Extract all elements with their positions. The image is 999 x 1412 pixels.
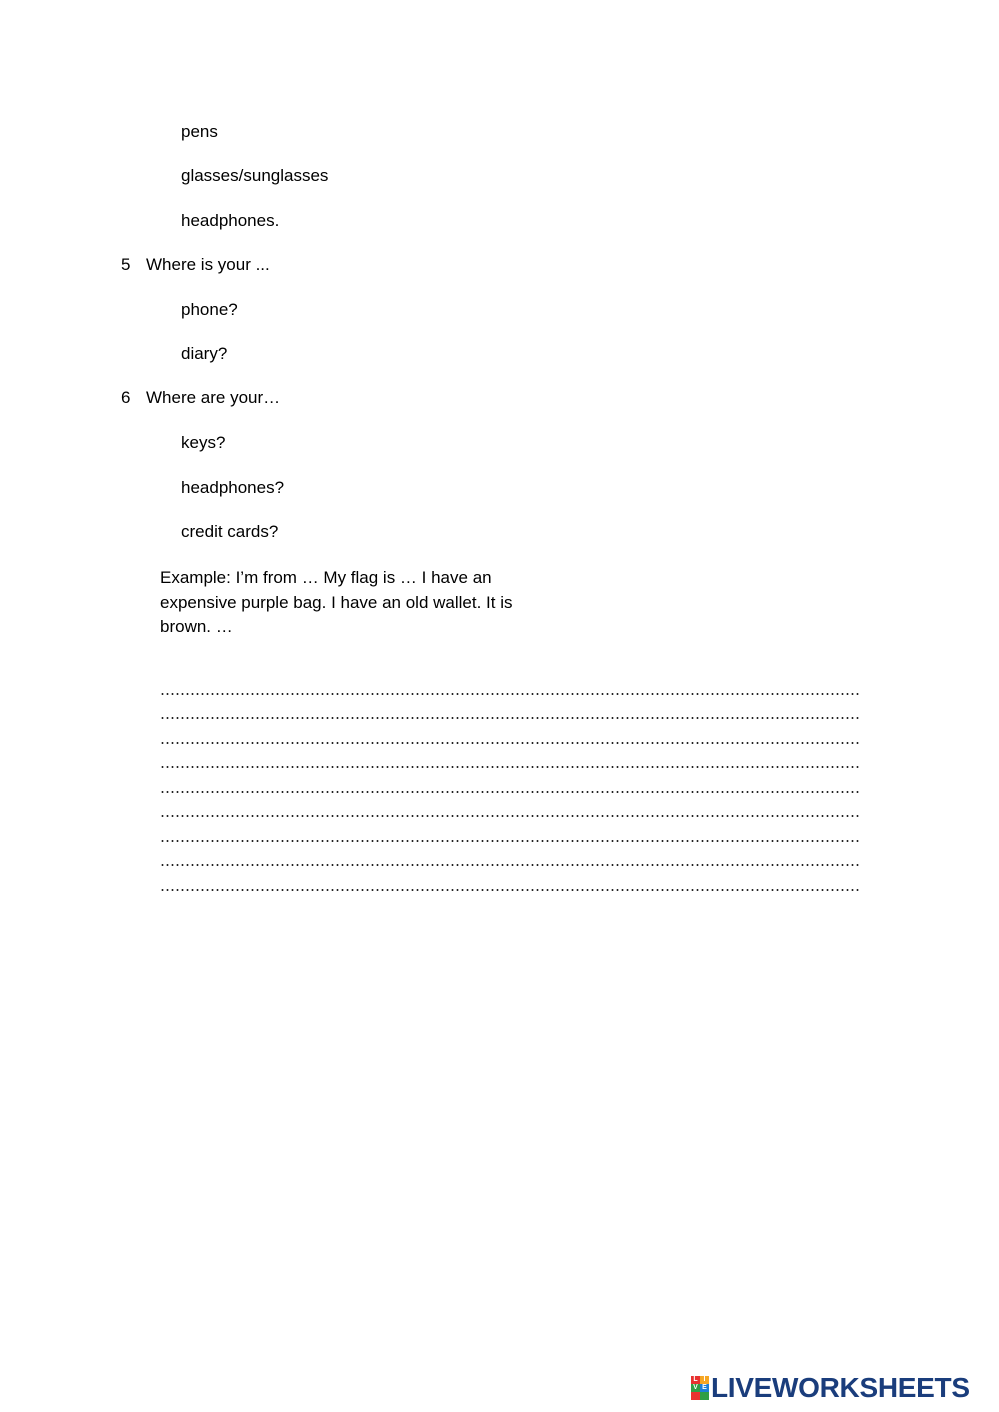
logo-mark-letter: L (691, 1376, 700, 1384)
writing-line[interactable] (160, 765, 865, 769)
writing-line[interactable] (160, 888, 865, 892)
logo-mark-letter: E (700, 1384, 709, 1392)
logo-text: LIVEWORKSHEETS (711, 1372, 970, 1403)
live-logo-mark-icon (691, 1376, 709, 1400)
question-5-text: Where is your ... (146, 255, 270, 274)
question-6-text: Where are your… (146, 388, 281, 407)
writing-line[interactable] (160, 839, 865, 843)
question-6-number: 6 (121, 388, 131, 407)
writing-line[interactable] (160, 741, 865, 745)
writing-line[interactable] (160, 790, 865, 794)
list-item-headphones: headphones. (181, 211, 280, 230)
writing-line[interactable] (160, 814, 865, 818)
list-item-phone: phone? (181, 300, 238, 319)
list-item-pens: pens (181, 122, 218, 141)
list-item-glasses: glasses/sunglasses (181, 166, 329, 185)
logo-mark-letter: V (691, 1384, 700, 1392)
question-5-number: 5 (121, 255, 131, 274)
list-item-headphones-2: headphones? (181, 478, 285, 497)
writing-line[interactable] (160, 863, 865, 867)
writing-line[interactable] (160, 692, 865, 696)
list-item-credit-cards: credit cards? (181, 522, 279, 541)
list-item-diary: diary? (181, 344, 228, 363)
logo-mark-letter: I (700, 1376, 709, 1384)
example-paragraph: Example: I’m from … My flag is … I have an expensive purple bag. I have an old wallet. It is brown. … (160, 568, 513, 636)
liveworksheets-logo (691, 1373, 970, 1403)
writing-line[interactable] (160, 716, 865, 720)
list-item-keys: keys? (181, 433, 226, 452)
